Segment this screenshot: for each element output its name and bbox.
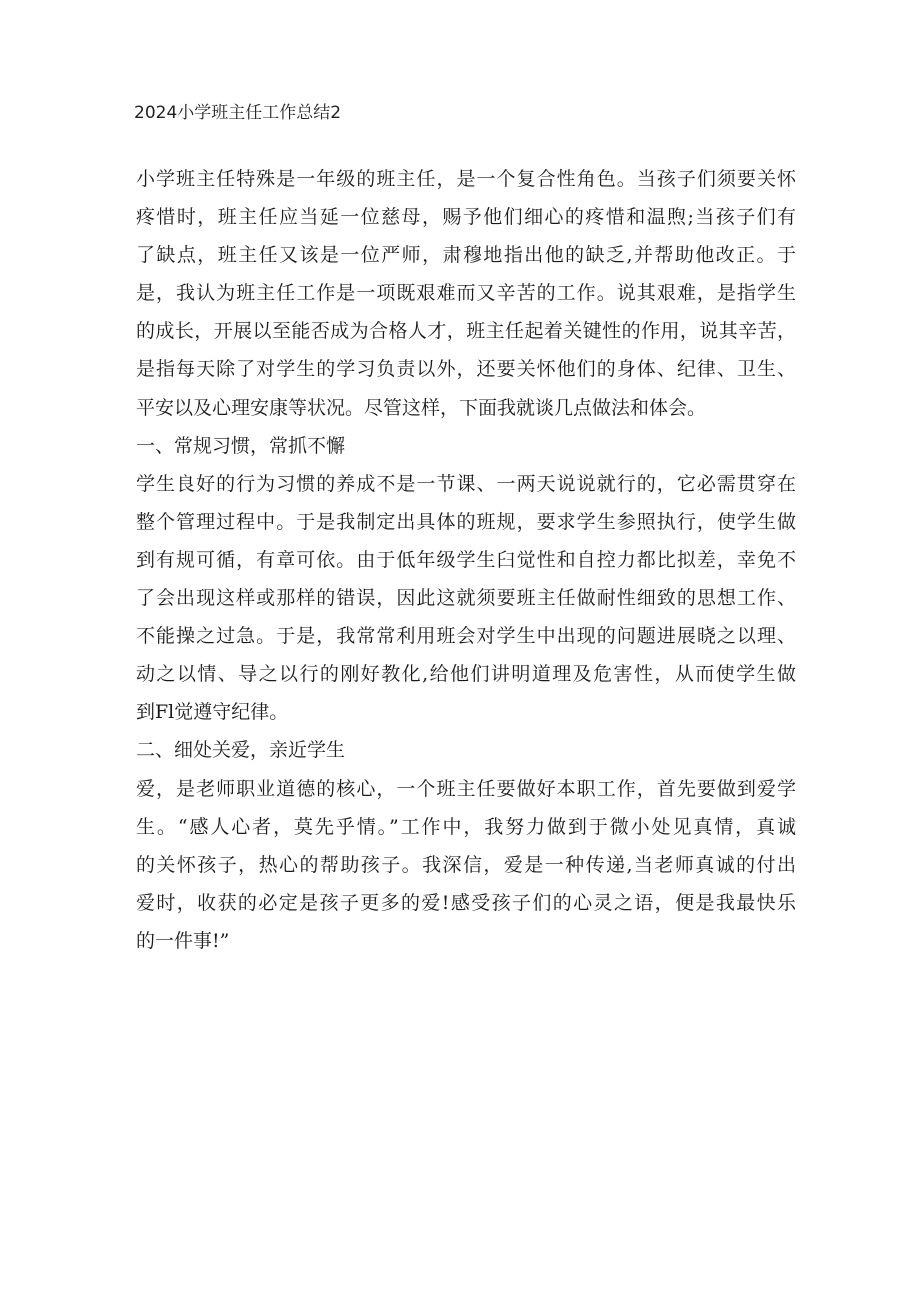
text-line: 疼惜时，班主任应当延一位慈母，赐予他们细心的疼惜和温煦;当孩子们有 <box>136 206 796 229</box>
text-line: 是指每天除了对学生的学习负责以外，还要关怀他们的身体、纪律、卫生、 <box>136 358 796 381</box>
text-line: 学生良好的行为习惯的养成不是一节课、一两天说说就行的，它必需贯穿在 <box>136 472 796 495</box>
paragraph-care <box>136 770 796 960</box>
document-title: 2024小学班主任工作总结2 <box>134 103 342 123</box>
text-line: 是，我认为班主任工作是一项既艰难而又辛苦的工作。说其艰难，是指学生 <box>136 282 796 305</box>
text-line: 爱，是老师职业道德的核心，一个班主任要做好本职工作，首先要做到爱学 <box>136 777 796 800</box>
text-line: 生。“感人心者，莫先乎情。”工作中，我努力做到于微小处见真情，真诚 <box>136 815 796 838</box>
text-line: 了缺点，班主任又该是一位严师，肃穆地指出他的缺乏,并帮助他改正。于 <box>136 244 796 267</box>
section-heading-care: 二、细处关爱，亲近学生 <box>136 739 346 762</box>
text-line: 平安以及心理安康等状况。尽管这样，下面我就谈几点做法和体会。 <box>136 396 707 419</box>
text-line: 整个管理过程中。于是我制定出具体的班规，要求学生参照执行，使学生做 <box>136 510 796 533</box>
section-heading-habits: 一、常规习惯，常抓不懈 <box>136 434 346 457</box>
text-line: 的一件事!” <box>136 929 230 952</box>
text-line: 不能操之过急。于是，我常常利用班会对学生中出现的问题进展晓之以理、 <box>136 625 796 648</box>
text-line: 小学班主任特殊是一年级的班主任，是一个复合性角色。当孩子们须要关怀 <box>136 168 796 190</box>
text-line: 爱时，收获的必定是孩子更多的爱!感受孩子们的心灵之语，便是我最快乐 <box>136 891 796 914</box>
text-line: 到有规可循，有章可依。由于低年级学生臼觉性和自控力都比拟差，幸免不 <box>136 548 796 571</box>
paragraph-habits <box>136 465 796 732</box>
text-line: 动之以情、导之以行的刚好教化,给他们讲明道理及危害性，从而使学生做 <box>136 663 796 686</box>
paragraph-intro <box>136 160 796 427</box>
document-body <box>136 160 796 960</box>
text-line: 的关怀孩子，热心的帮助孩子。我深信，爱是一种传递,当老师真诚的付出 <box>136 853 796 876</box>
text-line: 了会出现这样或那样的错误，因此这就须要班主任做耐性细致的思想工作、 <box>136 587 796 610</box>
text-line: 的成长，开展以至能否成为合格人才，班主任起着关键性的作用，说其辛苦， <box>136 320 796 343</box>
text-line: 到Fl觉遵守纪律。 <box>136 701 289 724</box>
